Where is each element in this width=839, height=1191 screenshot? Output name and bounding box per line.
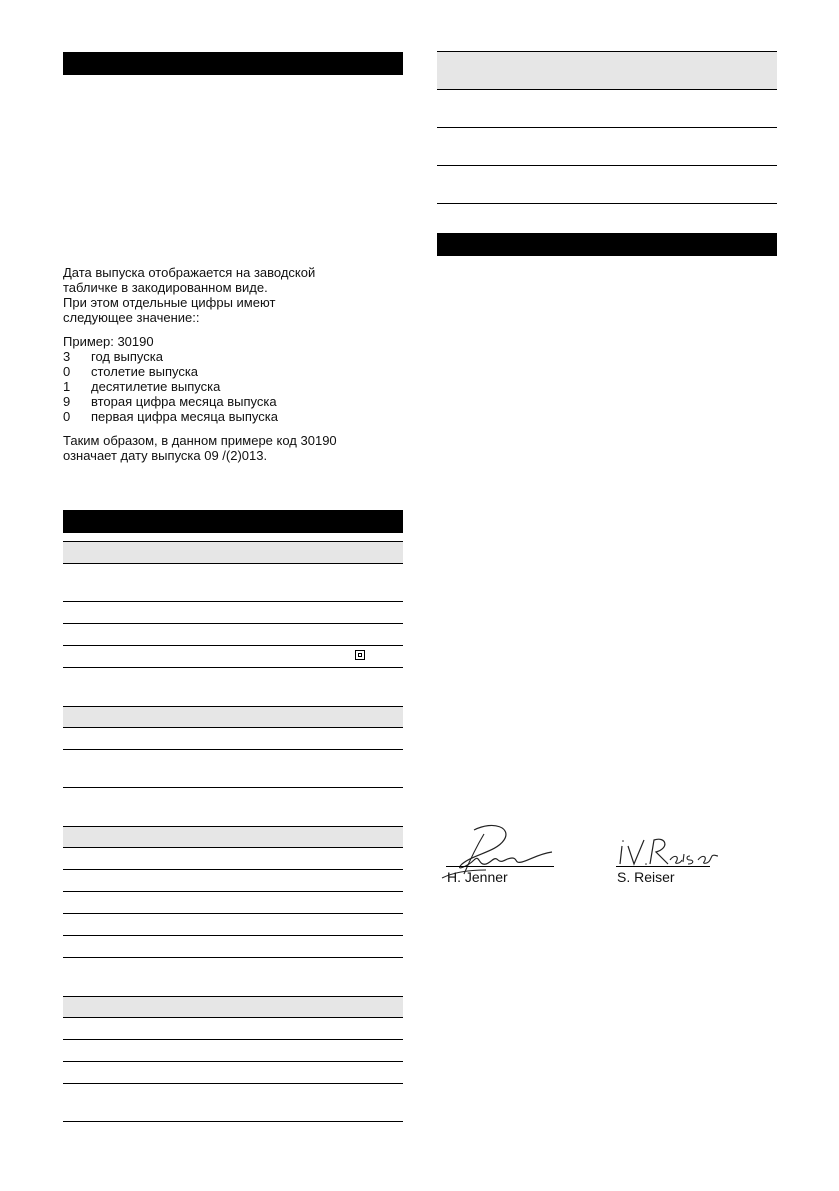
intro-line: табличке в закодированном виде. — [63, 280, 268, 295]
signature-line — [616, 866, 710, 867]
table-rule — [63, 1017, 403, 1018]
table-rule — [63, 1039, 403, 1040]
table-rule — [63, 1121, 403, 1122]
intro-line: следующее значение:: — [63, 310, 200, 325]
table-rule — [63, 869, 403, 870]
signatory-name: H. Jenner — [447, 869, 508, 885]
table-rule — [63, 913, 403, 914]
table-group-header — [63, 706, 403, 727]
table-rule — [63, 645, 403, 646]
table-rule — [63, 891, 403, 892]
example-label: Пример: 30190 — [63, 334, 154, 349]
conclusion-line: Таким образом, в данном примере код 30190 — [63, 433, 337, 448]
conclusion-line: означает дату выпуска 09 /(2)013. — [63, 448, 268, 463]
table-rule — [63, 996, 403, 997]
double-insulation-icon — [355, 650, 365, 660]
table-rule — [437, 51, 777, 52]
table-rule — [437, 127, 777, 128]
table-rule — [63, 935, 403, 936]
example-digit: 9 — [63, 394, 71, 409]
table-rule — [63, 601, 403, 602]
example-row — [63, 379, 220, 394]
table-rule — [437, 165, 777, 166]
signatory-name: S. Reiser — [617, 869, 675, 885]
table-rule — [63, 727, 403, 728]
table-rule — [63, 749, 403, 750]
table-rule — [63, 1083, 403, 1084]
example-digit: 0 — [63, 409, 71, 424]
table-rule — [63, 623, 403, 624]
example-meaning: десятилетие выпуска — [91, 379, 221, 394]
example-row — [63, 349, 163, 364]
table-group-header — [63, 826, 403, 847]
example-meaning: столетие выпуска — [91, 364, 199, 379]
intro-line: При этом отдельные цифры имеют — [63, 295, 276, 310]
example-row — [63, 409, 278, 424]
example-meaning: вторая цифра месяца выпуска — [91, 394, 277, 409]
table-rule — [437, 89, 777, 90]
table-rule — [63, 957, 403, 958]
table-rule — [63, 563, 403, 564]
table-rule — [63, 667, 403, 668]
example-digit: 3 — [63, 349, 71, 364]
table-rule — [437, 203, 777, 204]
example-row — [63, 364, 198, 379]
intro-line: Дата выпуска отображается на заводской — [63, 265, 316, 280]
example-row — [63, 394, 277, 409]
section-header-bar — [63, 52, 403, 75]
table-rule — [63, 541, 403, 542]
example-digit: 1 — [63, 379, 71, 394]
table-group-header — [63, 996, 403, 1017]
declaration-header-bar — [437, 233, 777, 256]
table-rule — [63, 787, 403, 788]
example-meaning: первая цифра месяца выпуска — [91, 409, 278, 424]
table-rule — [63, 706, 403, 707]
right-table-header — [437, 51, 777, 89]
table-rule — [63, 1061, 403, 1062]
example-digit: 0 — [63, 364, 71, 379]
table-group-header — [63, 541, 403, 563]
signature-line — [446, 866, 554, 867]
example-meaning: год выпуска — [91, 349, 163, 364]
table-rule — [63, 826, 403, 827]
table-rule — [63, 847, 403, 848]
technical-data-header-bar — [63, 510, 403, 533]
